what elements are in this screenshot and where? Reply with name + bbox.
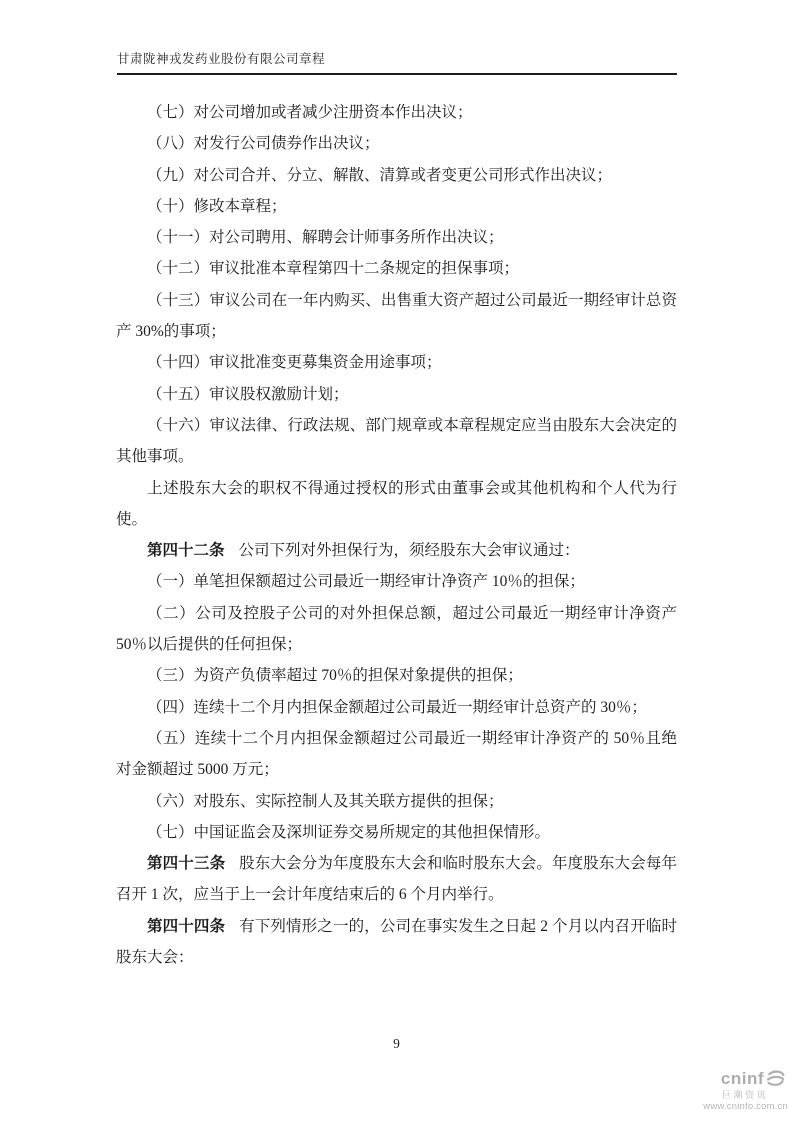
- paragraph: [116, 692, 677, 723]
- cninfo-url: www.cninfo.com.cn: [703, 1101, 788, 1112]
- paragraph: [116, 253, 677, 284]
- paragraph-text: 上述股东大会的职权不得通过授权的形式由董事会或其他机构和个人代为行使。: [116, 479, 677, 528]
- paragraph-text: （十六）审议法律、行政法规、部门规章或本章程规定应当由股东大会决定的其他事项。: [116, 416, 677, 466]
- paragraph-text: （一）单笔担保额超过公司最近一期经审计净资产 10％的担保；: [147, 573, 585, 591]
- paragraph-text: （十三）审议公司在一年内购买、出售重大资产超过公司最近一期经审计总资产 30%的事项；: [116, 291, 677, 341]
- paragraph: [116, 191, 677, 222]
- paragraph-text: （十一）对公司聘用、解聘会计师事务所作出决议；: [147, 229, 504, 247]
- cninfo-wordmark: cninf: [720, 1068, 764, 1088]
- paragraph: [116, 97, 677, 128]
- cninfo-wordmark-row: [721, 1068, 786, 1089]
- paragraph-text: （十二）审议批准本章程第四十二条规定的担保事项；: [147, 260, 520, 278]
- article-number: 第四十四条: [147, 917, 226, 935]
- paragraph: [116, 347, 677, 378]
- paragraph-text: （六）对股东、实际控制人及其关联方提供的担保；: [147, 792, 504, 810]
- paragraph: [116, 535, 677, 566]
- paragraph: [116, 285, 677, 348]
- paragraph-text: 公司下列对外担保行为，须经股东大会审议通过：: [238, 542, 580, 560]
- article-number: 第四十三条: [147, 855, 226, 873]
- paragraph-text: （二）公司及控股子公司的对外担保总额，超过公司最近一期经审计净资产 50％以后提供的任何担保；: [116, 604, 677, 654]
- paragraph: [116, 160, 677, 191]
- paragraph: [116, 598, 677, 661]
- paragraph-text: （五）连续十二个月内担保金额超过公司最近一期经审计净资产的 50％且绝对金额超过 5000 万元；: [116, 729, 677, 779]
- paragraph-text: （四）连续十二个月内担保金额超过公司最近一期经审计总资产的 30％；: [147, 698, 647, 716]
- paragraph-text: （七）中国证监会及深圳证券交易所规定的其他担保情形。: [147, 823, 551, 841]
- cninfo-swirl-icon: [765, 1068, 786, 1089]
- paragraph: [116, 222, 677, 253]
- paragraph: [116, 379, 677, 410]
- paragraph: [116, 817, 677, 848]
- paragraph-text: （八）对发行公司债券作出决议；: [147, 135, 380, 153]
- paragraph: [116, 848, 677, 911]
- paragraph: [116, 911, 677, 974]
- page-number: 9: [393, 1036, 400, 1051]
- paragraph: [116, 723, 677, 786]
- cninfo-logo: [678, 1068, 790, 1112]
- paragraph: [116, 566, 677, 597]
- paragraph-text: 有下列情形之一的，公司在事实发生之日起 2 个月以内召开临时股东大会：: [116, 917, 677, 967]
- paragraph-text: （三）为资产负债率超过 70％的担保对象提供的担保；: [147, 667, 523, 685]
- paragraph-text: （七）对公司增加或者减少注册资本作出决议；: [147, 104, 473, 121]
- article-number: 第四十二条: [147, 542, 225, 560]
- paragraph: [116, 473, 677, 536]
- paragraph: [116, 410, 677, 473]
- paragraph-text: （九）对公司合并、分立、解散、清算或者变更公司形式作出决议；: [147, 166, 613, 184]
- content: [116, 97, 677, 973]
- paragraph: [116, 786, 677, 817]
- page-header-title: 甘肃陇神戎发药业股份有限公司章程: [117, 52, 677, 75]
- paragraph: [116, 128, 677, 159]
- paragraph: [116, 660, 677, 691]
- paragraph-text: （十）修改本章程；: [147, 197, 287, 215]
- paragraph-text: （十五）审议股权激励计划；: [147, 385, 349, 403]
- paragraph-text: 股东大会分为年度股东大会和临时股东大会。年度股东大会每年召开 1 次，应当于上一会计年度结束后的 6 个月内举行。: [116, 855, 677, 904]
- paragraph-text: （十四）审议批准变更募集资金用途事项；: [147, 354, 442, 372]
- cninfo-cn-name: 巨潮资讯: [721, 1090, 768, 1100]
